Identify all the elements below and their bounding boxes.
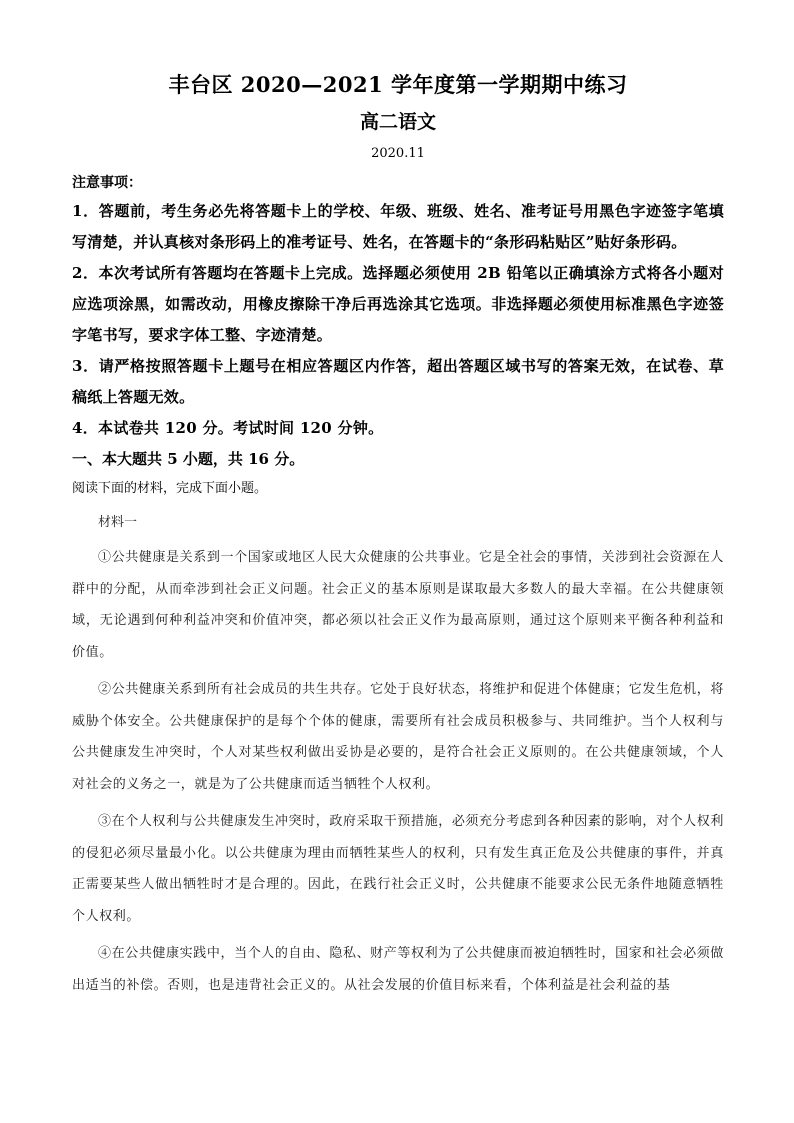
- exam-page: [72, 70, 724, 1001]
- notice-heading: 注意事项：: [72, 175, 142, 191]
- notice-item-4: 4．本试卷共 120 分。考试时间 120 分钟。: [72, 419, 384, 437]
- notice-item-3: 3．请严格按照答题卡上题号在相应答题区内作答，超出答题区域书写的答案无效，在试卷、草稿纸上答题无效。: [72, 357, 724, 406]
- notice-item-2: 2．本次考试所有答题均在答题卡上完成。选择题必须使用 2B 铅笔以正确填涂方式将各小题对应选项涂黑，如需改动，用橡皮擦除干净后再选涂其它选项。非选择题必须使用标准黑色字迹签字笔书写，要求字体工整、字迹清楚。: [72, 264, 724, 344]
- exam-title: 丰台区 2020—2021 学年度第一学期期中练习: [168, 72, 628, 97]
- material-paragraph-4: ④在公共健康实践中，当个人的自由、隐私、财产等权利为了公共健康而被迫牺牲时，国家和社会必须做出适当的补偿。否则，也是违背社会正义的。从社会发展的价值目标来看，个体利益是社会利益的基: [72, 946, 724, 993]
- material-paragraph-1: ①公共健康是关系到一个国家或地区人民大众健康的公共事业。它是全社会的事情，关涉到社会资源在人群中的分配，从而牵涉到社会正义问题。社会正义的基本原则是谋取最大多数人的最大幸福。在公共健康领域，无论遇到何种利益冲突和价值冲突，都必须以社会正义作为最高原则，通过这个原则来平衡各种利益和价值。: [72, 550, 724, 660]
- reading-instruction: 阅读下面的材料，完成下面小题。: [72, 481, 268, 496]
- material-title: 材料一: [98, 515, 138, 530]
- material-paragraph-3: ③在个人权利与公共健康发生冲突时，政府采取干预措施，必须充分考虑到各种因素的影响，对个人权利的侵犯必须尽量最小化。以公共健康为理由而牺牲某些人的权利，只有发生真正危及公共健康的事件，并真正需要某些人做出牺牲时才是合理的。因此，在践行社会正义时，公共健康不能要求公民无条件地随意牺牲个人权利。: [72, 814, 724, 924]
- material-paragraph-2: ②公共健康关系到所有社会成员的共生共存。它处于良好状态，将维护和促进个体健康；它发生危机，将威胁个体安全。公共健康保护的是每个个体的健康，需要所有社会成员积极参与、共同维护。当个人权利与公共健康发生冲突时，个人对某些权利做出妥协是必要的，是符合社会正义原则的。在公共健康领域，个人对社会的义务之一，就是为了公共健康而适当牺牲个人权利。: [72, 682, 724, 792]
- section-heading: 一、本大题共 5 小题，共 16 分。: [72, 450, 305, 468]
- exam-subject: 高二语文: [359, 111, 436, 133]
- notice-item-1: 1．答题前，考生务必先将答题卡上的学校、年级、班级、姓名、准考证号用黑色字迹签字笔填写清楚，并认真核对条形码上的准考证号、姓名，在答题卡的“条形码粘贴区”贴好条形码。: [72, 202, 724, 251]
- exam-date: 2020.11: [371, 146, 425, 161]
